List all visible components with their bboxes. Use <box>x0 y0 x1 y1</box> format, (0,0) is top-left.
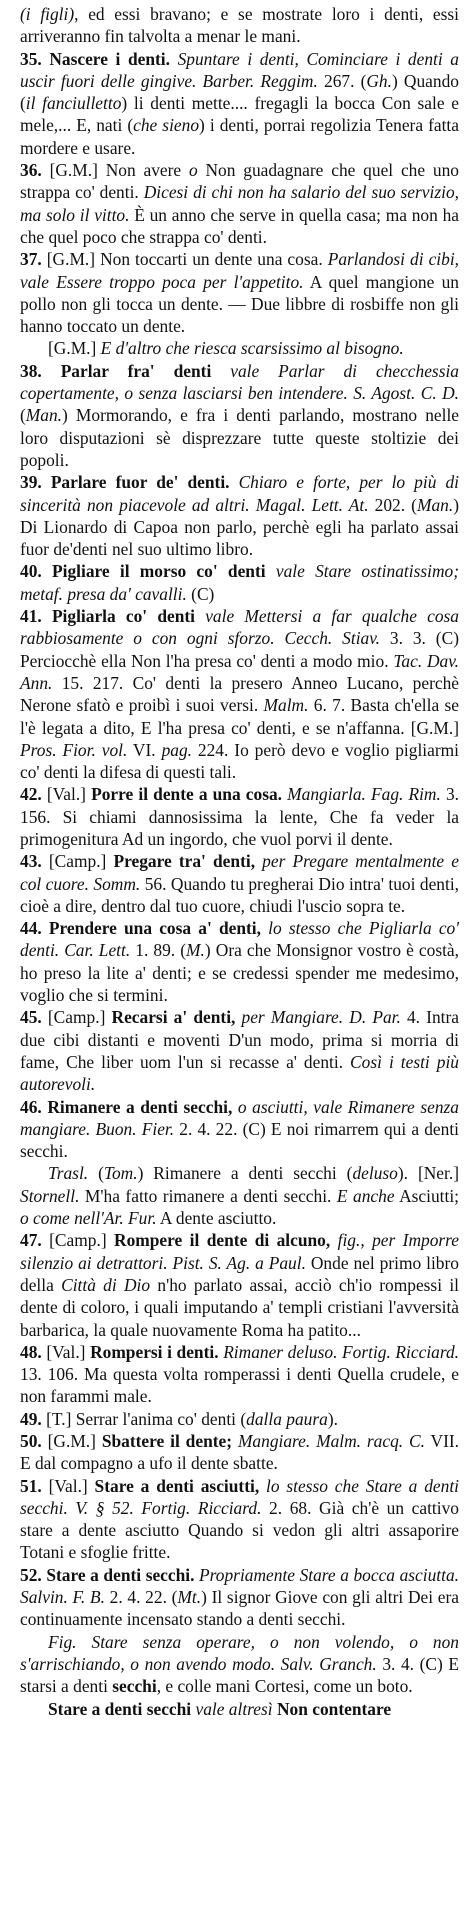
entry-headword: Porre il dente a una cosa. <box>91 784 288 805</box>
entry-italic-text: Malm. <box>263 695 309 716</box>
entry-text: ) Mormorando, e fra i denti parlando, mostrano nelle loro disputazioni sè disprezzare tutte queste stoltizie dei popoli. <box>20 405 459 470</box>
entry-headword: Pigliare il morso co' denti <box>52 561 276 582</box>
dictionary-entry-e46 <box>20 1096 459 1163</box>
entry-number: 35. <box>20 48 50 69</box>
dictionary-entry-e35 <box>20 48 459 159</box>
entry-italic-text: Stornell. <box>20 1185 80 1206</box>
entry-italic-text: M. <box>186 940 205 961</box>
entry-italic-text: (i figli) <box>20 4 75 24</box>
dictionary-entry-e37 <box>20 248 459 337</box>
dictionary-entry-e44 <box>20 917 459 1006</box>
entry-italic-text: Parlandosi di cibi, vale Essere troppo poca per l'appetito. <box>20 249 459 292</box>
entry-italic-text: Tac. Dav. Ann. <box>20 650 459 693</box>
dictionary-entry-e52b <box>20 1631 459 1698</box>
entry-text: [T.] Serrar l'anima co' denti ( <box>46 1408 247 1429</box>
entry-text: , ed essi bravano; e se mostrate loro i denti, essi arriveranno fin talvolta a menar le mani. <box>20 4 459 47</box>
entry-text: [G.M.] <box>48 338 101 359</box>
dictionary-entry-e43 <box>20 850 459 917</box>
entry-text: 3. 4. (C) E starsi a denti <box>20 1653 459 1697</box>
entry-headword: Rompersi i denti. <box>90 1341 224 1362</box>
entry-headword: Parlar fra' denti <box>60 360 231 381</box>
entry-headword: Non contentare <box>276 1698 392 1719</box>
entry-italic-text: Mt. <box>177 1587 202 1608</box>
entry-text: 2. 68. Già ch'è un cattivo stare a dente asciutto Quando si vedon gli altri assaporire Totani e sfoglie fritte. <box>20 1497 459 1563</box>
entry-text: ) li denti mette.... fregagli la bocca Con sale e mele,... E, nati ( <box>20 93 459 136</box>
entry-number: 48. <box>20 1341 47 1362</box>
entry-italic-text: Mangiarla. Fag. Rim. <box>287 784 441 805</box>
entry-number: 41. <box>20 606 52 627</box>
entry-italic-text: o asciutti, vale Rimanere senza mangiare. Buon. Fier. <box>20 1096 459 1139</box>
entry-text: ( <box>88 1163 104 1184</box>
entry-text: ) Il signor Giove con gli altri Dei era continuamente incensato stando a denti secchi. <box>20 1587 459 1630</box>
dictionary-entry-e36 <box>20 159 459 248</box>
entry-italic-text: lo stesso che Pigliarla co' denti. Car. Lett. <box>20 918 459 961</box>
dictionary-entry-e46b <box>20 1162 459 1229</box>
entry-headword: Stare a denti secchi <box>48 1698 196 1719</box>
entry-text: [Camp.] <box>49 1230 115 1251</box>
dictionary-entry-e45 <box>20 1006 459 1095</box>
dictionary-entry-e49 <box>20 1408 459 1430</box>
entry-headword: secchi <box>112 1676 157 1697</box>
entry-text: 3. 3. (C) Perciocchè ella Non l'ha presa co' denti a modo mio. <box>20 628 459 671</box>
entry-number: 52. <box>20 1564 47 1585</box>
entry-text: 15. 217. Co' denti la presero Anneo Lucano, perchè Nerone sfatò e proibì i suoi versi. <box>20 672 459 716</box>
entry-text: Asciutti; <box>394 1185 459 1206</box>
entry-text: 3. 156. Si chiami dannosissima la lente, Che fa veder la primogenitura Ad un ingordo, che vuol porvi il dente. <box>20 784 459 849</box>
entry-number: 45. <box>20 1007 48 1028</box>
entry-headword: Rompere il dente di alcuno, <box>114 1230 338 1251</box>
entry-number: 40. <box>20 561 52 582</box>
entry-headword: Sbattere il dente; <box>101 1431 238 1451</box>
entry-text: ) Rimanere a denti secchi ( <box>137 1163 353 1184</box>
entry-text: ) i denti, porrai regolizia Tenera fatta mordere e usare. <box>20 115 459 158</box>
entry-text: 6. 7. Basta ch'ella se l'è legata a dito, E l'ha presa co' denti, e se n'affanna. [G.M.] <box>20 695 459 738</box>
entry-text: [Val.] <box>48 1475 95 1496</box>
entry-text: [G.M.] <box>47 1431 102 1451</box>
entry-text: Non guadagnare che quel che uno strappa co' denti. <box>20 160 459 203</box>
entry-headword: Parlare fuor de' denti. <box>50 472 239 493</box>
entry-italic-text: lo stesso che Stare a denti secchi. V. § 52. Fortig. Ricciard. <box>20 1475 459 1518</box>
entry-text: ). <box>327 1408 338 1429</box>
dictionary-entry-e39 <box>20 471 459 560</box>
entry-text: [G.M.] Non toccarti un dente una cosa. <box>46 249 328 270</box>
entry-headword: Nascere i denti. <box>49 48 178 69</box>
entry-headword: Rimanere a denti secchi, <box>47 1096 238 1117</box>
entry-text: , e colle mani Cortesi, come un boto. <box>156 1676 413 1697</box>
entry-italic-text: Propriamente Stare a bocca asciutta. Salvin. F. B. <box>20 1564 459 1608</box>
entry-number: 38. <box>20 360 61 381</box>
entry-number: 37. <box>20 249 47 270</box>
entry-text: 2. 4. 22. ( <box>104 1587 178 1608</box>
entry-italic-text: Spuntare i denti, Cominciare i denti a uscir fuori delle gingive. Barber. Reggim. <box>20 48 459 91</box>
entry-italic-text: o come nell'Ar. Fur. <box>20 1208 157 1229</box>
entry-italic-text: Man. <box>25 405 63 426</box>
entry-italic-text: Fig. Stare senza operare, o non volendo, o non s'arrischiando, o non avendo modo. Salv. Granch. <box>20 1631 459 1674</box>
entry-italic-text: deluso <box>352 1163 398 1184</box>
entry-headword: Pigliarla co' denti <box>51 606 206 627</box>
entry-text: [Val.] <box>46 784 92 805</box>
entry-text: n'ho parlato assai, acciò ch'io rompessi il dente di coloro, i quali imputando a' templi cristiani l'avversità barbarica, la quale nuovamente Roma ha patito... <box>20 1274 459 1340</box>
entry-italic-text: Mangiare. Malm. racq. C. <box>237 1431 425 1451</box>
entry-italic-text: vale altresì <box>195 1698 277 1719</box>
entry-text: M'ha fatto rimanere a denti secchi. <box>79 1185 337 1206</box>
entry-text: VI. <box>127 739 162 760</box>
entry-text: ) Quando ( <box>20 70 459 114</box>
entry-italic-text: per Mangiare. D. Par. <box>241 1007 401 1028</box>
entry-italic-text: Città di Dio <box>61 1274 151 1295</box>
entry-italic-text: Trasl. <box>48 1163 89 1184</box>
entry-text: 56. Quando tu pregherai Dio intra' tuoi denti, cioè a dire, dentro dal tuo cuore, chiudi l'uscio sopra te. <box>20 873 459 916</box>
entry-number: 42. <box>20 784 47 805</box>
entry-text: [Val.] <box>46 1341 91 1362</box>
entry-text: ( <box>20 405 26 426</box>
entry-number: 44. <box>20 918 49 939</box>
dictionary-entry-e34 <box>20 3 459 48</box>
dictionary-entry-e52 <box>20 1564 459 1631</box>
entry-number: 51. <box>20 1475 49 1496</box>
entry-italic-text: fig., per Imporre silenzio ai detrattori. Pist. S. Ag. a Paul. <box>20 1230 459 1273</box>
dictionary-entry-e50 <box>20 1430 459 1475</box>
entry-headword: Pregare tra' denti, <box>113 851 263 872</box>
entry-text: È un anno che serve in quella casa; ma non ha che quel poco che strappa co' denti. <box>20 204 459 247</box>
dictionary-entry-e41 <box>20 605 459 783</box>
entry-number: 47. <box>20 1230 50 1251</box>
entry-italic-text: Chiaro e forte, per lo più di sincerità non piacevole ad altri. Magal. Lett. At. <box>20 472 459 515</box>
entry-italic-text: Pros. Fior. vol. <box>20 739 128 760</box>
entry-text: 202. ( <box>368 494 417 515</box>
entry-text: 2. 4. 22. (C) E noi rimarrem qui a denti secchi. <box>20 1118 459 1162</box>
entry-italic-text: vale Stare ostinatissimo; metaf. presa da' cavalli. <box>20 561 459 604</box>
entry-text: 4. Intra due cibi distanti e moventi D'un modo, prima si morria di fame, Che liber uom l'un si recasse a' denti. <box>20 1007 459 1072</box>
dictionary-entry-e38 <box>20 360 459 471</box>
entry-italic-text: il fanciulletto <box>25 93 122 114</box>
entry-text: [Camp.] <box>48 851 114 872</box>
entry-italic-text: Dicesi di chi non ha salario del suo servizio, ma solo il vitto. <box>20 182 459 225</box>
entry-text: 267. ( <box>317 70 367 91</box>
dictionary-entry-e37b <box>20 337 459 359</box>
entry-text: 224. Io però devo e voglio pigliarmi co' denti la difesa di questi tali. <box>20 739 459 783</box>
entry-headword: Recarsi a' denti, <box>111 1007 242 1028</box>
dictionary-entry-e42 <box>20 783 459 850</box>
entry-italic-text: Tom. <box>103 1163 138 1184</box>
entry-text: A quel mangione un pollo non gli tocca un dente. — Due libbre di rosbiffe non gli hanno toccato un dente. <box>20 271 459 337</box>
entry-italic-text: Rimaner deluso. Fortig. Ricciard. <box>223 1341 460 1362</box>
entry-italic-text: vale Parlar di checchessia copertamente, o senza lasciarsi ben intendere. S. Agost. C. D. <box>20 360 459 404</box>
dictionary-entry-e52c <box>20 1698 459 1720</box>
entry-italic-text: E d'altro che riesca scarsissimo al bisogno. <box>100 338 404 359</box>
entry-italic-text: dalla paura <box>246 1408 328 1429</box>
entry-headword: Prendere una cosa a' denti, <box>48 918 269 939</box>
entry-italic-text: Man. <box>416 494 454 515</box>
entry-text: ) Di Lionardo di Capoa non parlo, perchè egli ha parlato assai fuor de'denti nel suo ultimo libro. <box>20 494 460 560</box>
entry-text: (C) <box>186 583 215 604</box>
entry-text: 1. 89. ( <box>130 940 187 961</box>
entry-italic-text: E anche <box>336 1185 395 1206</box>
entry-text: [Camp.] <box>47 1007 112 1028</box>
entry-italic-text: Gh. <box>366 70 392 91</box>
dictionary-entry-e48 <box>20 1341 459 1408</box>
entry-number: 46. <box>20 1096 48 1117</box>
dictionary-entry-e47 <box>20 1229 459 1340</box>
entry-italic-text: o <box>188 160 198 181</box>
entry-number: 50. <box>20 1431 48 1451</box>
entry-italic-text: vale Mettersi a far qualche cosa rabbiosamente o con ogni sforzo. Cecch. Stiav. <box>20 606 459 649</box>
entry-text: A dente asciutto. <box>156 1208 277 1229</box>
entry-number: 49. <box>20 1408 47 1429</box>
entry-number: 39. <box>20 472 51 493</box>
entry-text: ). [Ner.] <box>397 1163 459 1184</box>
dictionary-entry-e40 <box>20 560 459 605</box>
entry-text: Onde nel primo libro della <box>20 1252 459 1295</box>
entry-text: [G.M.] Non avere <box>49 160 189 181</box>
entry-italic-text: Così i testi più autorevoli. <box>20 1051 459 1095</box>
entry-headword: Stare a denti secchi. <box>46 1564 200 1585</box>
entry-headword: Stare a denti asciutti, <box>94 1475 267 1496</box>
entry-text: ) Ora che Monsignor vostro è costà, ho preso la lite a' denti; e se credessi spender me medesimo, voglio che si termini. <box>20 940 460 1006</box>
dictionary-entry-e51 <box>20 1475 459 1564</box>
entry-number: 36. <box>20 160 50 181</box>
entry-number: 43. <box>20 851 49 872</box>
entry-italic-text: che sieno <box>133 115 200 136</box>
entry-italic-text: per Pregare mentalmente e col cuore. Somm. <box>20 851 459 894</box>
entry-text: 13. 106. Ma questa volta romperassi i denti Quella crudele, e non farammi male. <box>20 1364 459 1407</box>
entry-italic-text: pag. <box>161 739 192 760</box>
entry-text: VII. E dal compagno a ufo il dente sbatte. <box>20 1431 460 1474</box>
